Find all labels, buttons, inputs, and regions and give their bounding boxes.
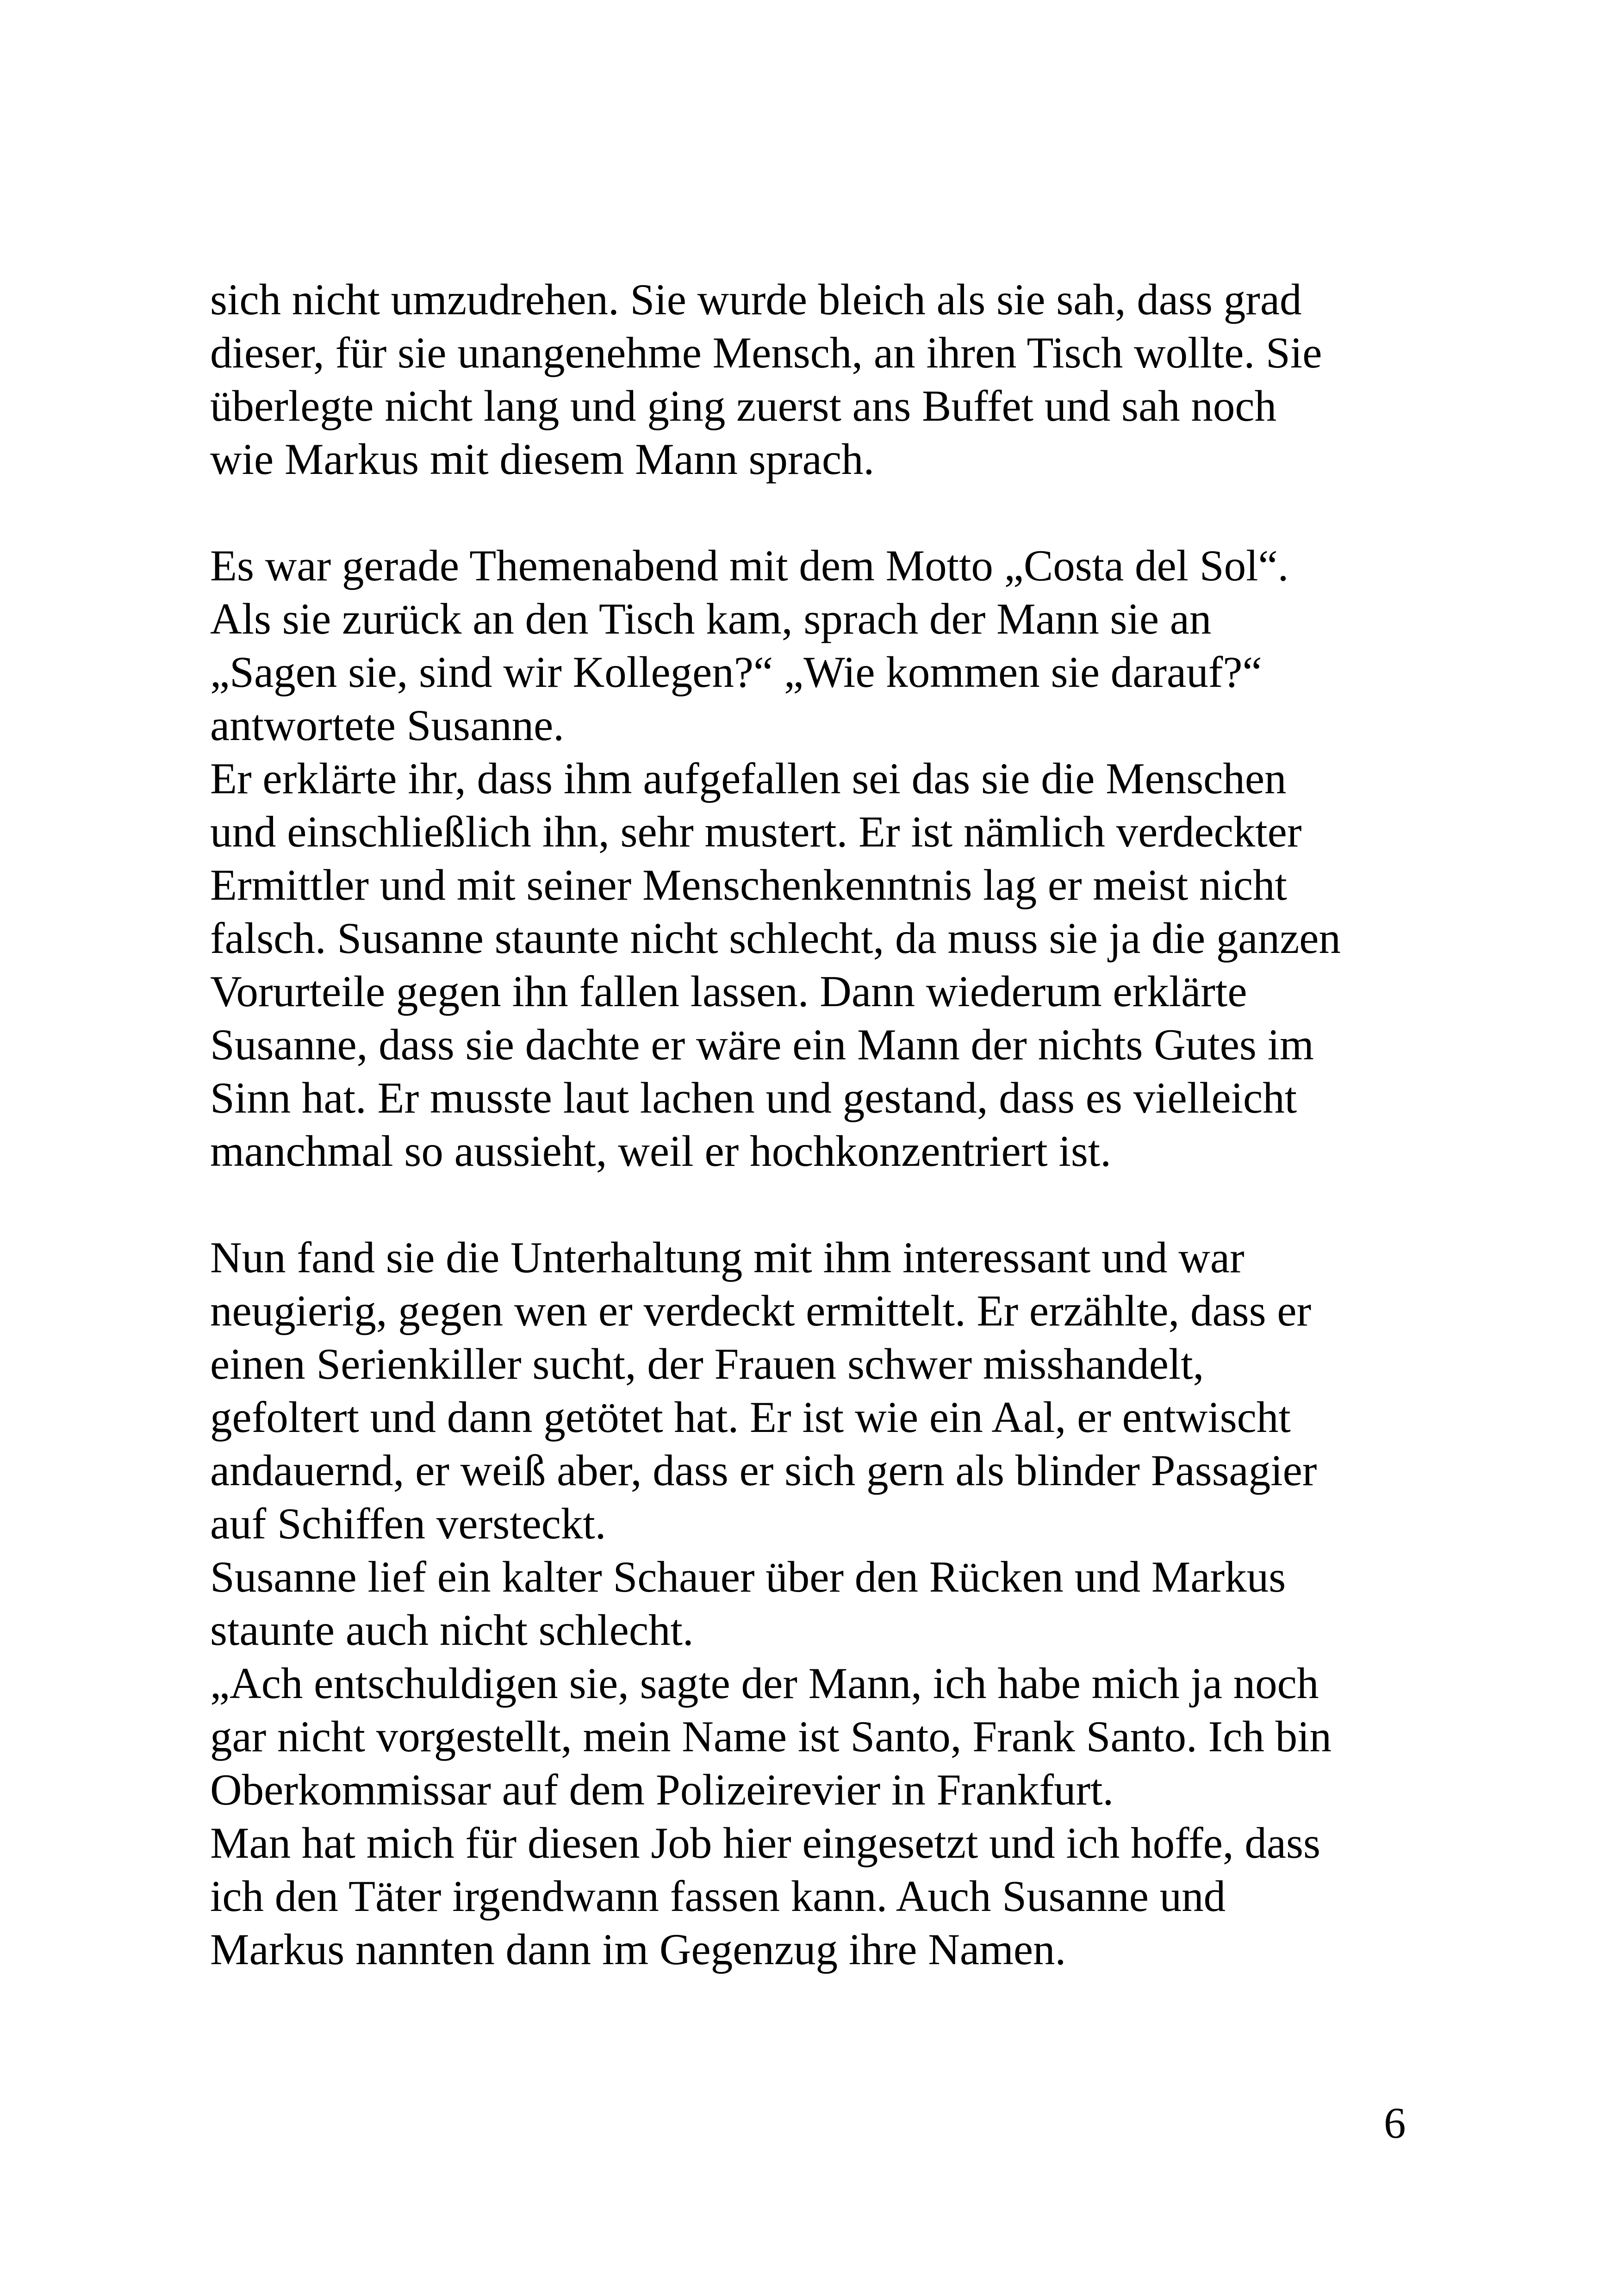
text-line: Susanne, dass sie dachte er wäre ein Mann der nichts Gutes im [210,1020,1314,1069]
text-line: ich den Täter irgendwann fassen kann. Auch Susanne und [210,1872,1226,1921]
text-line: Susanne lief ein kalter Schauer über den Rücken und Markus [210,1552,1286,1601]
text-line: sich nicht umzudrehen. Sie wurde bleich als sie sah, dass grad [210,275,1302,324]
text-line: neugierig, gegen wen er verdeckt ermittelt. Er erzählte, dass er [210,1286,1312,1335]
text-line: Es war gerade Themenabend mit dem Motto „Costa del Sol“. [210,541,1289,590]
text-line: manchmal so aussieht, weil er hochkonzentriert ist. [210,1126,1111,1176]
text-line: Als sie zurück an den Tisch kam, sprach der Mann sie an [210,594,1212,643]
paragraph-spacer [210,486,1460,539]
text-line: andauernd, er weiß aber, dass er sich gern als blinder Passagier [210,1446,1317,1495]
paragraph [210,1231,1460,1976]
paragraph [210,273,1460,486]
text-line: Er erklärte ihr, dass ihm aufgefallen sei das sie die Menschen [210,754,1287,803]
text-line: Man hat mich für diesen Job hier eingesetzt und ich hoffe, dass [210,1818,1320,1867]
body-text [210,273,1460,1976]
text-line: dieser, für sie unangenehme Mensch, an ihren Tisch wollte. Sie [210,328,1322,377]
text-line: Nun fand sie die Unterhaltung mit ihm interessant und war [210,1233,1245,1282]
text-line: antwortete Susanne. [210,701,565,750]
text-line: gefoltert und dann getötet hat. Er ist wie ein Aal, er entwischt [210,1393,1291,1442]
text-line: Markus nannten dann im Gegenzug ihre Namen. [210,1925,1066,1974]
text-line: falsch. Susanne staunte nicht schlecht, da muss sie ja die ganzen [210,914,1341,963]
text-line: wie Markus mit diesem Mann sprach. [210,435,875,484]
text-line: Ermittler und mit seiner Menschenkenntnis lag er meist nicht [210,860,1287,909]
text-line: einen Serienkiller sucht, der Frauen schwer misshandelt, [210,1339,1204,1388]
text-line: Oberkommissar auf dem Polizeirevier in Frankfurt. [210,1765,1114,1814]
text-line: überlegte nicht lang und ging zuerst ans Buffet und sah noch [210,381,1277,430]
text-line: gar nicht vorgestellt, mein Name ist Santo, Frank Santo. Ich bin [210,1712,1332,1761]
paragraph [210,539,1460,1178]
text-line: „Ach entschuldigen sie, sagte der Mann, ich habe mich ja noch [210,1659,1319,1708]
page-number: 6 [1384,2098,1406,2147]
paragraph-spacer [210,1178,1460,1231]
text-line: Vorurteile gegen ihn fallen lassen. Dann wiederum erklärte [210,967,1247,1016]
text-line: und einschließlich ihn, sehr mustert. Er ist nämlich verdeckter [210,807,1302,856]
text-line: auf Schiffen versteckt. [210,1499,606,1548]
text-line: Sinn hat. Er musste laut lachen und gestand, dass es vielleicht [210,1073,1297,1122]
text-line: staunte auch nicht schlecht. [210,1605,694,1655]
text-line: „Sagen sie, sind wir Kollegen?“ „Wie kommen sie darauf?“ [210,647,1262,697]
